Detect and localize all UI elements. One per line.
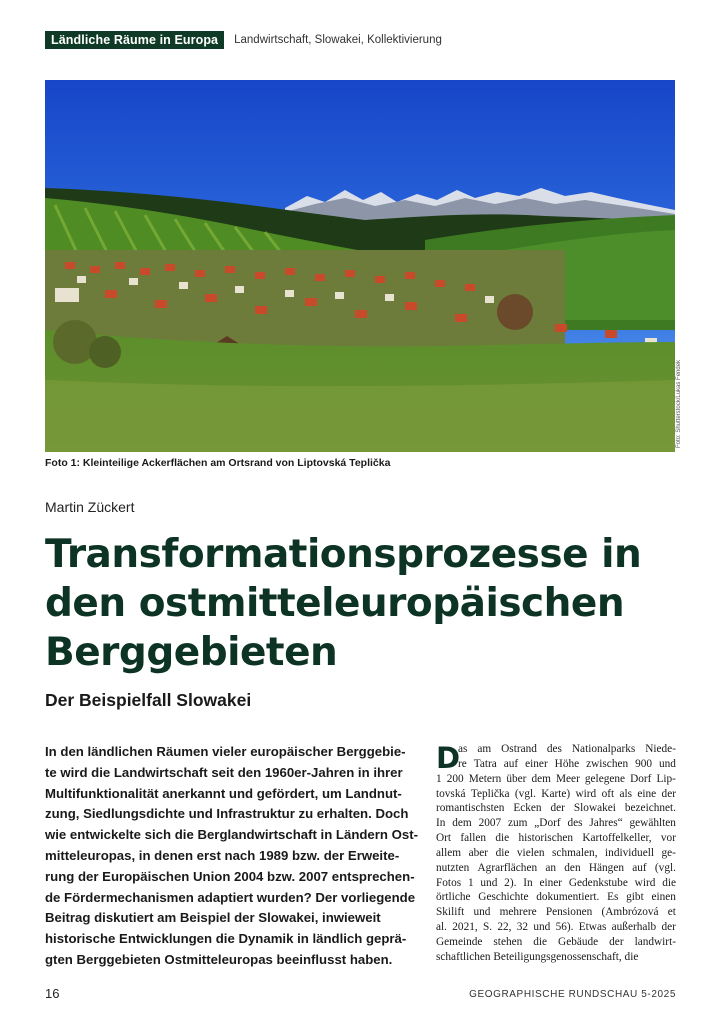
body-line: allem aber die vielen schmalen, individuell ge- bbox=[436, 846, 676, 859]
body-line: tovská Teplička (vgl. Karte) wird oft als eine der bbox=[436, 787, 676, 800]
teaser-line: rung der Europäischen Union 2004 bzw. 2007 entsprechen- bbox=[45, 868, 415, 884]
teaser-text bbox=[45, 742, 417, 971]
body-line: as am Ostrand des Nationalparks Niede- bbox=[458, 743, 676, 755]
body-line: Fotos 1 und 2). In einer Gedenkstube wird die bbox=[436, 876, 676, 889]
keywords: Landwirtschaft, Slowakei, Kollektivierung bbox=[234, 34, 442, 46]
article-subtitle: Der Beispielfall Slowakei bbox=[45, 690, 252, 710]
teaser-line: gten Berggebieten Ostmitteleuropas beeinflusst haben. bbox=[45, 951, 393, 967]
body-line: romantischsten Ecken der Slowakei bezeichnet. bbox=[436, 802, 676, 815]
journal-name: GEOGRAPHISCHE RUNDSCHAU 5-2025 bbox=[469, 989, 676, 1000]
teaser-line: mitteleuropas, in denen erst nach 1989 bzw. der Erweite- bbox=[45, 847, 400, 863]
teaser-line: te wird die Landwirtschaft seit den 1960er-Jahren in ihrer bbox=[45, 764, 403, 780]
body-line: 1 200 Metern über dem Meer gelegene Dorf Lip- bbox=[436, 772, 676, 785]
body-line: Gemeinde stehen die Gebäude der landwirt- bbox=[436, 935, 676, 948]
body-line: In dem 2007 zum „Dorf des Jahres“ gewählten bbox=[436, 817, 676, 830]
teaser-line: Multifunktionalität anerkannt und gefördert, um Landnut- bbox=[45, 785, 402, 801]
photo-caption: Foto 1: Kleinteilige Ackerflächen am Ortsrand von Liptovská Teplička bbox=[45, 457, 391, 469]
header-bar bbox=[45, 31, 442, 49]
teaser-line: zung, Siedlungsdichte und Infrastruktur zu erhalten. Doch bbox=[45, 806, 409, 822]
teaser-line: wie entwickelte sich die Berglandwirtschaft in Ländern Ost- bbox=[45, 827, 418, 843]
body-line: örtliche Geschichte dokumentiert. Es gibt einen bbox=[436, 891, 676, 904]
photo-credit: Foto: Shutterstock/Lukas Fendek bbox=[676, 359, 682, 448]
body-column bbox=[436, 742, 676, 965]
body-line: nutzten Agrarflächen an den Hängen auf (vgl. bbox=[436, 861, 676, 874]
body-line: schaftlichen Beteiligungsgenossenschaft, die bbox=[436, 950, 639, 963]
body-line: Ort fallen die historischen Kartoffelkeller, vor bbox=[436, 832, 676, 845]
teaser-line: historische Entwicklungen die Dynamik in ländlich geprä- bbox=[45, 931, 407, 947]
teaser-line: Beitrag diskutiert am Beispiel der Slowakei, inwieweit bbox=[45, 910, 381, 926]
page-number: 16 bbox=[45, 986, 60, 1001]
body-line: Skilift und mehrere Pensionen (Ambrózová et bbox=[436, 906, 676, 919]
body-line: re Tatra auf einer Höhe zwischen 900 und bbox=[458, 757, 676, 770]
body-line: al. 2021, S. 22, 32 und 56). Etwas außerhalb der bbox=[436, 921, 676, 934]
landscape-photo bbox=[45, 80, 675, 452]
author-name: Martin Zückert bbox=[45, 499, 135, 515]
teaser-line: In den ländlichen Räumen vieler europäischer Berggebie- bbox=[45, 744, 406, 759]
teaser-line: de Fördermechanismen adaptiert wurden? Der vorliegende bbox=[45, 889, 416, 905]
drop-cap: D bbox=[436, 741, 461, 775]
article-title: Transformationsprozesse in den ostmitteleuropäischen Berggebieten bbox=[45, 532, 642, 675]
section-tag: Ländliche Räume in Europa bbox=[45, 31, 224, 49]
